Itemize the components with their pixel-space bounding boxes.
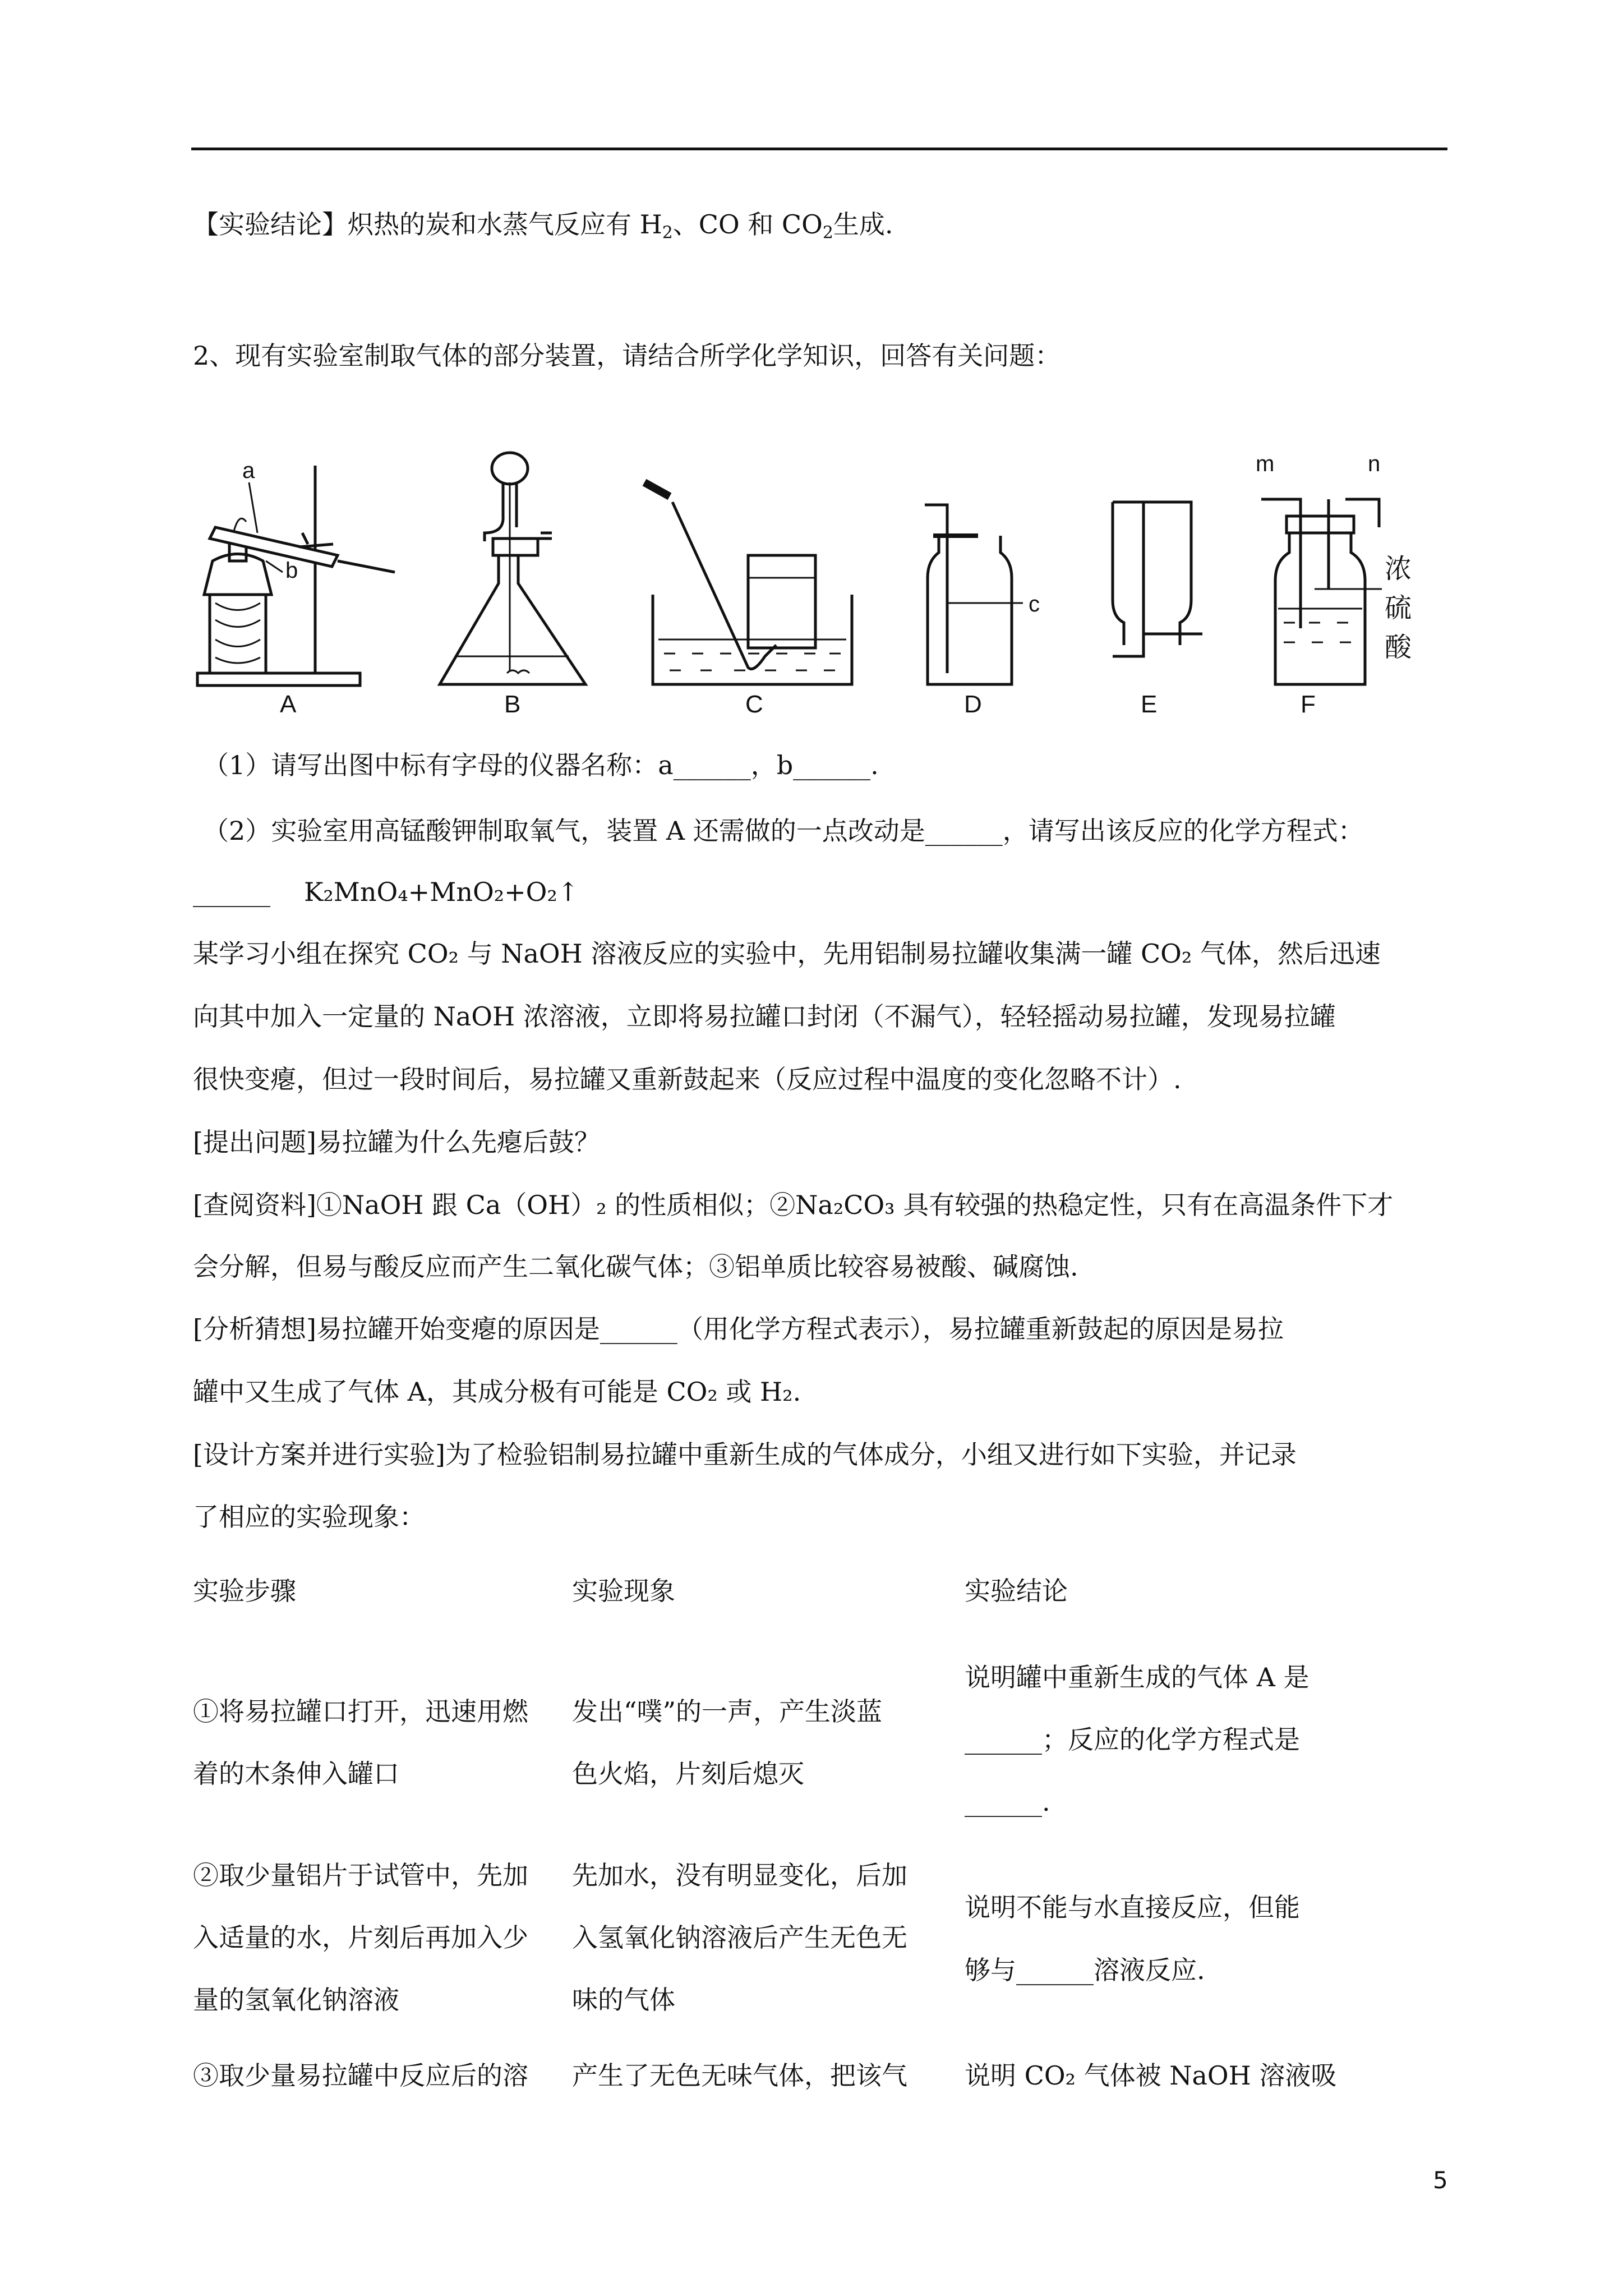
acid-char-3: 酸 — [1385, 632, 1412, 663]
table-header-conclusion: 实验结论 — [965, 1576, 1068, 1606]
label-e: E — [1141, 691, 1158, 718]
conclusion-sub-b: 2 — [822, 223, 833, 243]
reference-line: 会分解，但易与酸反应而产生二氧化碳气体；③铝单质比较容易被酸、碱腐蚀. — [193, 1251, 1078, 1282]
label-c: C — [745, 691, 763, 718]
conclusion-text-c: 生成. — [833, 209, 893, 240]
table-cell: 发出“噗”的一声，产生淡蓝 — [572, 1696, 883, 1727]
hypothesis-line: [分析猜想]易拉罐开始变瘪的原因是______（用化学方程式表示），易拉罐重新鼓起的原因是易拉 — [193, 1314, 1284, 1344]
table-cell: ③取少量易拉罐中反应后的溶 — [193, 2060, 528, 2091]
mark-m: m — [1256, 452, 1275, 476]
question-2-intro: 2、现有实验室制取气体的部分装置，请结合所学化学知识，回答有关问题： — [193, 341, 1061, 371]
sub-question-1: （1）请写出图中标有字母的仪器名称：a______，b______. — [203, 750, 879, 780]
label-a: A — [280, 691, 297, 718]
table-cell: ①将易拉罐口打开，迅速用燃 — [193, 1696, 528, 1727]
table-cell: 着的木条伸入罐口 — [193, 1759, 399, 1789]
apparatus-f — [1256, 452, 1412, 718]
table-cell: 先加水，没有明显变化，后加 — [572, 1860, 907, 1890]
table-cell: 色火焰，片刻后熄灭 — [572, 1759, 804, 1789]
table-header-phenomenon: 实验现象 — [572, 1576, 675, 1606]
reference-line: [查阅资料]①NaOH 跟 Ca（OH）₂ 的性质相似；②Na₂CO₃ 具有较强的热稳定性，只有在高温条件下才 — [193, 1190, 1394, 1220]
paragraph-line: 某学习小组在探究 CO₂ 与 NaOH 溶液反应的实验中，先用铝制易拉罐收集满一罐 CO₂ 气体，然后迅速 — [193, 938, 1381, 969]
table-header-step: 实验步骤 — [193, 1576, 296, 1606]
conclusion-text-a: 炽热的炭和水蒸气反应有 H — [348, 209, 662, 240]
conclusion-text-b: 、CO 和 CO — [672, 209, 823, 240]
acid-char-1: 浓 — [1385, 553, 1412, 585]
conclusion-sub-a: 2 — [662, 223, 673, 243]
header-rule — [191, 148, 1447, 150]
sub-question-2: （2）实验室用高锰酸钾制取氧气，装置 A 还需做的一点改动是______，请写出该反应的化学方程式： — [203, 816, 1364, 846]
table-cell: ______. — [965, 1787, 1050, 1817]
table-cell: 量的氢氧化钠溶液 — [193, 1985, 399, 2015]
table-cell: ②取少量铝片于试管中，先加 — [193, 1860, 528, 1890]
table-cell: 说明罐中重新生成的气体 A 是 — [965, 1662, 1310, 1692]
paragraph-line: 向其中加入一定量的 NaOH 浓溶液，立即将易拉罐口封闭（不漏气），轻轻摇动易拉罐，发现易拉罐 — [193, 1001, 1336, 1032]
table-cell: 味的气体 — [572, 1985, 675, 2015]
apparatus-c — [644, 482, 852, 718]
equation-fragment: K₂MnO₄+MnO₂+O₂↑ — [304, 877, 579, 907]
label-d: D — [964, 691, 982, 718]
label-b: B — [504, 691, 521, 718]
design-line: 了相应的实验现象： — [193, 1502, 425, 1532]
table-cell: 够与______溶液反应. — [965, 1955, 1205, 1985]
apparatus-e — [1113, 502, 1202, 718]
apparatus-figure — [193, 449, 1449, 729]
sub-question-2-line2 — [193, 875, 579, 909]
paragraph-line: 很快变瘪，但过一段时间后，易拉罐又重新鼓起来（反应过程中温度的变化忽略不计）. — [193, 1064, 1182, 1094]
hypothesis-line: 罐中又生成了气体 A，其成分极有可能是 CO₂ 或 H₂. — [193, 1377, 801, 1407]
apparatus-a — [197, 458, 395, 718]
raise-question: [提出问题]易拉罐为什么先瘪后鼓？ — [193, 1127, 600, 1157]
table-cell: 说明不能与水直接反应，但能 — [965, 1892, 1300, 1922]
apparatus-b — [440, 453, 585, 718]
table-cell: 入适量的水，片刻后再加入少 — [193, 1922, 528, 1953]
acid-char-2: 硫 — [1385, 592, 1412, 624]
mark-n: n — [1368, 452, 1381, 476]
label-f: F — [1301, 691, 1316, 718]
mark-b: b — [285, 558, 298, 583]
conclusion-label: 【实验结论】 — [193, 209, 348, 240]
mark-a: a — [242, 458, 255, 483]
design-line: [设计方案并进行实验]为了检验铝制易拉罐中重新生成的气体成分，小组又进行如下实验，并记录 — [193, 1439, 1297, 1470]
table-cell: 入氢氧化钠溶液后产生无色无 — [572, 1922, 907, 1953]
apparatus-d — [925, 505, 1040, 718]
table-cell: 产生了无色无味气体，把该气 — [572, 2060, 907, 2091]
table-cell: ______；反应的化学方程式是 — [965, 1724, 1300, 1755]
experiment-conclusion — [193, 208, 893, 250]
answer-blank: ______ — [193, 877, 270, 907]
page-number: 5 — [1433, 2166, 1448, 2194]
table-cell: 说明 CO₂ 气体被 NaOH 溶液吸 — [965, 2060, 1337, 2091]
mark-c: c — [1029, 592, 1040, 616]
